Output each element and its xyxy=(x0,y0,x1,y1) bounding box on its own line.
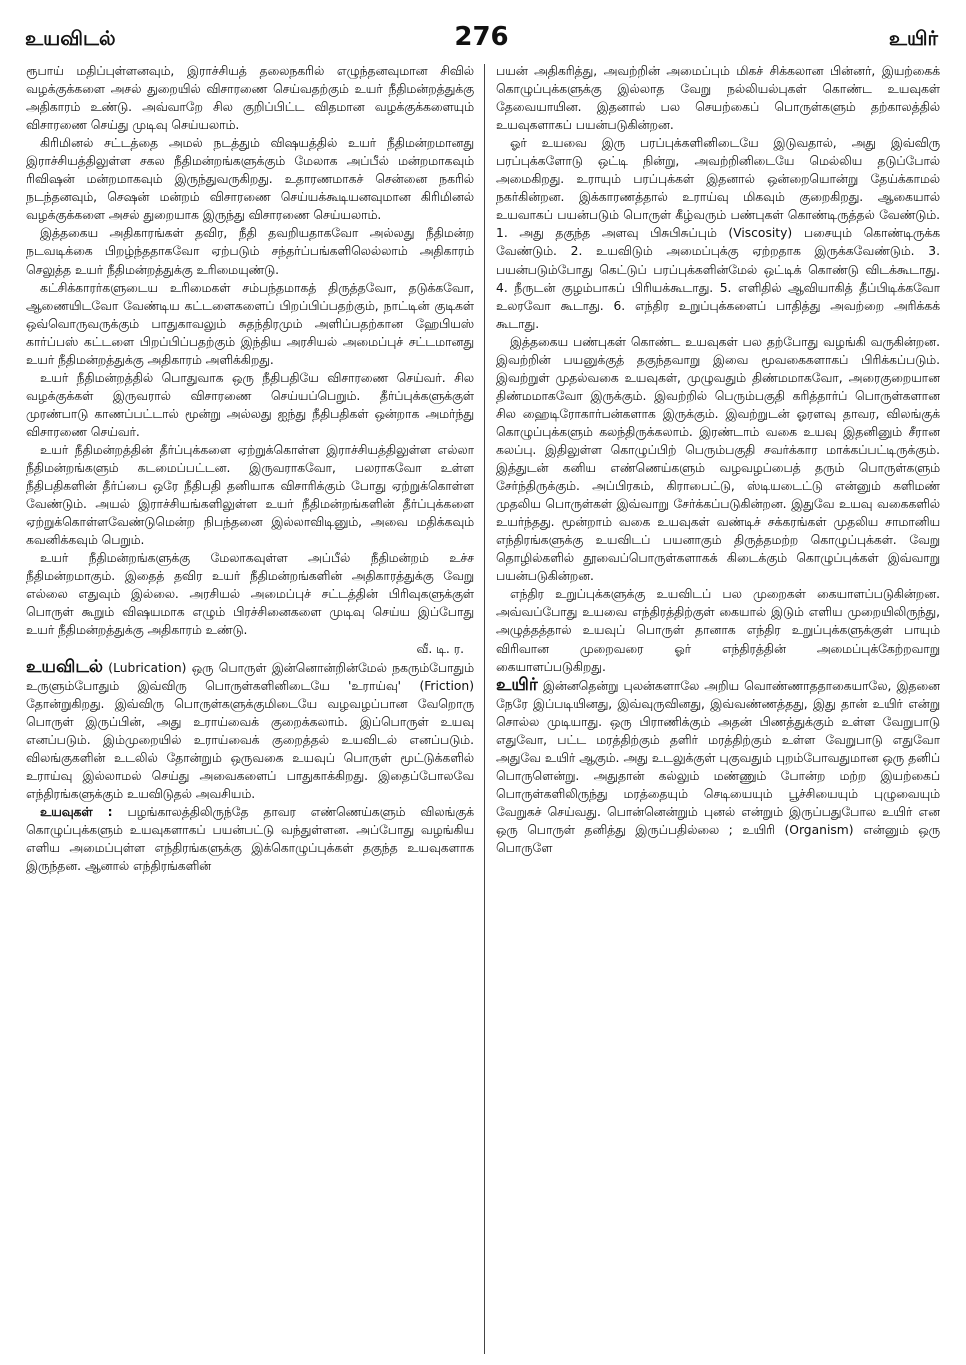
column-divider xyxy=(484,64,485,1354)
paragraph: ரூபாய் மதிப்புள்ளனவும், இராச்சியத் தலைநகரில் எழுந்தனவுமான சிவில் வழக்குக்களை அசல் துறையில் விசாரணை செய்வதற்கும் உயர் நீதிமன்றத்துக்கு அதிகாரம் உண்டு. அவ்வாறே சில குறிப்பிட்ட விதமான வழக்குக்களையும் விசாரணை செய்து முடிவு செய்யலாம். xyxy=(26,64,474,133)
page-header xyxy=(25,22,938,62)
paragraph: ஓர் உயவை இரு பரப்புக்களினிடையே இடுவதால், அது இவ்விரு பரப்புக்களோடு ஒட்டி நின்று, அவற்றினிடையே மெல்லிய தடுப்போல் அமைகிறது. உராயும் பரப்புக்கள் இதனால் ஒன்றையொன்று தேய்க்காமல் நகர்கின்றன. இக்காரணத்தால் உராய்வு மிகவும் குறைகிறது. ஆகையால் உயவாகப் பயன்படும் பொருள் கீழ்வரும் பண்புகள் கொண்டிருத்தல் வேண்டும். 1. அது தகுந்த அளவு பிசுபிசுப்பும் (Viscosity) பசையும் கொண்டிருக்க வேண்டும். 2. உயவிடும் அமைப்புக்கு ஏற்றதாக இருக்கவேண்டும். 3. பயன்படும்போது கெட்டுப் பரப்புக்களின்மேல் ஒட்டிக் கொண்டு விடக்கூடாது. 4. நீருடன் குழம்பாகப் பிரியக்கூடாது. 5. எளிதில் ஆவியாகித் தீப்பிடிக்கவோ உலரவோ கூடாது. 6. எந்திர உறுப்புக்களைப் பாதித்து அவற்றை அரிக்கக் கூடாது. xyxy=(496,136,940,331)
paragraph: உயர் நீதிமன்றங்களுக்கு மேலாகவுள்ள அப்பீல் நீதிமன்றம் உச்ச நீதிமன்றமாகும். இதைத் தவிர உயர் நீதிமன்றங்களின் அதிகாரத்துக்கு வேறு எல்லை எதுவும் இல்லை. அரசியல் அமைப்புச் சட்டத்தின் பிரிவுகளுக்குள் பொருள் கூறும் விஷயமாக எழும் பிரச்சினைகளை முடிவு செய்ய இப்போது உயர் நீதிமன்றத்துக்கு அதிகாரம் உண்டு. xyxy=(26,551,474,638)
subsection-text: பழங்காலத்திலிருந்தே தாவர எண்ணெய்களும் விலங்குக் கொழுப்புக்களும் உயவுகளாகப் பயன்பட்டு வந்துள்ளன. அப்போது வழங்கிய எளிய அமைப்புள்ள எந்திரங்களுக்கு இக்கொழுப்புக்கள் தகுந்த உயவுகளாக இருந்தன. ஆனால் எந்திரங்களின் xyxy=(26,804,474,874)
entry-headword: உயவிடல் xyxy=(26,656,103,677)
right-column xyxy=(496,62,940,1357)
paragraph: உயர் நீதிமன்றத்தின் தீர்ப்புக்களை ஏற்றுக்கொள்ள இராச்சியத்திலுள்ள எல்லா நீதிமன்றங்களும் கடமைப்பட்டன. இருவராகவோ, பலராகவோ உள்ள நீதிபதிகளின் தீர்ப்பை ஒரே நீதிபதி தனியாக விசாரிக்கும் போது ஏற்றுக்கொள்ள வேண்டும். அயல் இராச்சியங்களிலுள்ள உயர் நீதிமன்றங்களின் தீர்ப்புக்களை ஏற்றுக்கொள்ளவேண்டுமென்ற நிபந்தனை இல்லாவிடினும், அவை மதிக்கவும் கவனிக்கவும் பெறும். xyxy=(26,442,474,548)
right-guide-word: உயிர் xyxy=(888,26,938,50)
paragraph: உயர் நீதிமன்றத்தில் பொதுவாக ஒரு நீதிபதியே விசாரணை செய்வர். சில வழக்குக்கள் இருவரால் விசாரணை செய்யப்பெறும். தீர்ப்புக்களுக்குள் முரண்பாடு காணப்பட்டால் மூன்று அல்லது ஐந்து நீதிபதிகள் ஒன்றாக அமர்ந்து விசாரணை செய்வர். xyxy=(26,370,474,439)
paragraph: இத்தகைய அதிகாரங்கள் தவிர, நீதி தவறியதாகவோ அல்லது நீதிமன்ற நடவடிக்கை பிறழ்ந்ததாகவோ ஏற்படும் சந்தர்ப்பங்களிலெல்லாம் அதிகாரம் செலுத்த உயர் நீதிமன்றத்துக்கு உரிமையுண்டு. xyxy=(26,226,474,277)
paragraph: பயன் அதிகரித்து, அவற்றின் அமைப்பும் மிகச் சிக்கலான பின்னர், இயற்கைக் கொழுப்புக்களுக்கு இல்லாத வேறு நல்லியல்புகள் கொண்ட உயவுகள் தேவையாயின. இதனால் பல செயற்கைப் பொருள்களும் தற்காலத்தில் உயவுகளாகப் பயன்படுகின்றன. xyxy=(496,64,940,133)
paragraph: இத்தகைய பண்புகள் கொண்ட உயவுகள் பல தற்போது வழங்கி வருகின்றன. இவற்றின் பயனுக்குத் தகுந்தவாறு இவை மூவகைகளாகப் பிரிக்கப்படும். இவற்றுள் முதல்வகை உயவுகள், முழுவதும் திண்மமாகவோ, அரைகுறையான திண்மமாகவோ இருக்கும். இவற்றில் பெரும்பகுதி கரித்தார்ப் பொருள்களான சில ஹைடிரோகார்பன்களாக இருக்கும். இவற்றுடன் ஓரளவு தாவர, விலங்குக் கொழுப்புக்களும் கலந்திருக்கலாம். இரண்டாம் வகை உயவு இதனினும் சீரான கலப்பு. இதிலுள்ள கொழுப்பிற் பெரும்பகுதி சவர்க்கார மாக்கப்பட்டிருக்கும். இத்துடன் கனிய எண்ணெய்களும் வழவழப்பைத் தரும் பொருள்களும் சேர்ந்திருக்கும். அப்பிரகம், கிராபைட்டு, ஸ்டியடைட்டு என்னும் களிமண் முதலிய பொருள்கள் இவ்வாறு சேர்க்கப்படுகின்றன. இதுவே உயவு வகைகளில் உயர்ந்தது. மூன்றாம் வகை உயவுகள் வண்டிச் சக்கரங்கள் முதலிய சாமானிய எந்திரங்களுக்கு உயவிடப் பயனாகும் திருத்தமற்ற கொழுப்புக்கள். வேறு தொழில்களில் தூவைப்பொருள்களாகக் கிடைக்கும் கொழுப்புக்கள் இவ்வாறு பயன்படுகின்றன. xyxy=(496,334,940,584)
entry-text: இன்னதென்று புலன்களாலே அறிய வொண்ணாததாகையாலே, இதனை நேரே இப்படியினது, இவ்வுருவினது, இவ்வண்ணத்தது, இது தான் உயிர் என்று சொல்ல முடியாது. ஒரு பிராணிக்கும் அதன் பிணத்துக்கும் உள்ள வேறுபாடு எதுவோ, பட்ட மரத்திற்கும் தளிர் மரத்திற்கும் உள்ள வேறுபாடு எதுவோ அதுவே உயிர் ஆகும். அது உடலுக்குள் புகுவதும் புறம்போவதுமான ஒரு தனிப் பொருளென்று. அதுதான் கல்லும் மண்ணும் போன்ற மற்ற இயற்கைப் பொருள்களிலிருந்து மரத்தையும் செடியையும் பூச்சியையும் புழுவையும் வேறுகச் செய்வது. பொன்னென்றும் புனல் என்றும் இருப்பதுபோல உயிர் என ஒரு பொருள் தனித்து இருப்பதில்லை ; உயிரி (Organism) என்னும் ஒரு பொருளே xyxy=(496,678,940,856)
entry-text: (Lubrication) ஒரு பொருள் இன்னொன்றின்மேல் நகரும்போதும் உருளும்போதும் இவ்விரு பொருள்களினிடையே 'உராய்வு' (Friction) தோன்றுகிறது. இவ்விரு பொருள்களுக்குமிடையே வழவழப்பான வேறொரு பொருள் இருப்பின், அது உராய்வைக் குறைக்கலாம். இப்பொருள் உயவு எனப்படும். இம்முறையில் உராய்வைக் குறைத்தல் உயவிடல் எனப்படும். விலங்குகளின் உடலில் தோன்றும் ஒருவகை உயவுப் பொருள் மூட்டுக்களில் உராய்வு இல்லாமல் செய்து அவைகளைப் பாதுகாக்கிறது. இதைப்போலவே எந்திரங்களுக்கும் உயவிடுதல் அவசியம். xyxy=(26,660,474,801)
page-number: 276 xyxy=(454,22,509,52)
subsection-headword: உயவுகள் : xyxy=(40,804,113,819)
paragraph: எந்திர உறுப்புக்களுக்கு உயவிடப் பல முறைகள் கையாளப்படுகின்றன. அவ்வப்போது உயவை எந்திரத்திற்குள் கையால் இடும் எளிய முறையிலிருந்து, அழுத்தத்தால் உயவுப் பொருள் தானாக எந்திர உறுப்புக்களுக்குள் பாயும் விரிவான முறைவரை ஓர் எந்திரத்தின் அமைப்புக்கேற்றவாறு கையாளப்படுகிறது. xyxy=(496,587,940,674)
subsection-lubricants xyxy=(26,803,474,875)
left-column xyxy=(26,62,474,1357)
entry-lubrication xyxy=(26,658,474,803)
left-guide-word: உயவிடல் xyxy=(25,26,116,50)
paragraph: கட்சிக்காரர்களுடைய உரிமைகள் சம்பந்தமாகத் திருத்தவோ, தடுக்கவோ, ஆணையிடவோ வேண்டிய கட்டளைகளைப் பிறப்பிப்பதற்கும், நாட்டின் குடிகள் ஒவ்வொருவருக்கும் பாதுகாவலும் சுதந்திரமும் அளிப்பதற்கான ஹேபியஸ் கார்ப்பஸ் கட்டளை பிறப்பிப்பதற்கும் இந்திய அரசியல் அமைப்புச் சட்டமானது உயர் நீதிமன்றத்துக்கு அதிகாரம் அளிக்கிறது. xyxy=(26,280,474,367)
paragraph: கிரிமினல் சட்டத்தை அமல் நடத்தும் விஷயத்தில் உயர் நீதிமன்றமானது இராச்சியத்திலுள்ள சகல நீதிமன்றங்களுக்கும் மேலாக அப்பீல் மன்றமாகவும் ரிவிஷன் மன்றமாகவும் இருந்துவருகிறது. உதாரணமாகச் சென்னை நகரில் நடந்தனவும், செஷன் மன்றம் விசாரணை செய்யக்கூடியனவுமான கிரிமினல் வழக்குக்களை அசல் துறையாக இருந்து விசாரணை செய்யலாம். xyxy=(26,136,474,223)
entry-life xyxy=(496,676,940,857)
author-initials: வீ. டி. ர. xyxy=(416,641,464,656)
entry-headword: உயிர் xyxy=(496,674,538,695)
